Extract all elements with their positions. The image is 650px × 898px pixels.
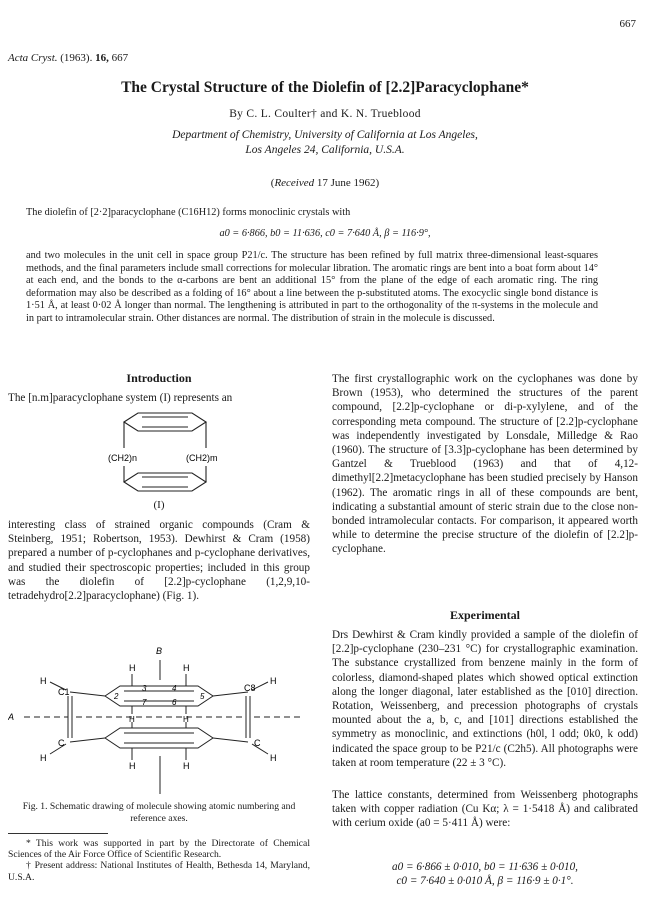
atom-c8-label: C8 (244, 683, 256, 693)
footnote-dagger: † Present address: National Institutes of Health, Bethesda 14, Maryland, U.S.A. (8, 860, 310, 883)
journal-citation (8, 52, 128, 64)
introduction-continuation: interesting class of strained organic compounds (Cram & Steinberg, 1951; Robertson, 1953). Dewhirst & Cram (1958) prepared a number of p-cyclophanes and p-cyclophane derivatives, and studied their spectroscopic properties; included in this group was the diolefin of [2.2]p-cyclophane (1,2,9,10-tetradehydro[2.2]paracyclophane) (Fig. 1). (8, 519, 310, 603)
ring-atom-number: 7 (142, 698, 147, 707)
introduction-lead: The [n.m]paracyclophane system (I) represents an (8, 392, 233, 404)
right-bridge-label: (CH2)m (186, 453, 218, 463)
atom-h-label: H (40, 753, 47, 763)
experimental-paragraph-1: Drs Dewhirst & Cram kindly provided a sample of the diolefin of [2.2]p-cyclophane (230–231 °C) for crystallographic examination. The substance crystallized from benzene mainly in the form of colorless, diamond-shaped plates which showed optical extinction along the longer diagonal, later established as the [010] direction. Rotation, Weissenberg, and precession photographs of crystals mounted about the a, b, c, and [101] directions established the symmetry as monoclinic, and extinctions (h0l, l odd; 0k0, k odd) indicated the space group to be P21/c (C2h5). All photographs were taken at room temperature (22 ± 3 °C). (332, 629, 638, 769)
author-affiliation (0, 128, 650, 158)
lattice-constants (332, 860, 638, 888)
article-title: The Crystal Structure of the Diolefin of [2.2]Paracyclophane* (121, 79, 529, 96)
page-number: 667 (619, 18, 636, 30)
abstract-cell-constants: a0 = 6·866, b0 = 11·636, c0 = 7·640 Å, β = 116·9°, (219, 228, 431, 239)
abstract-body: and two molecules in the unit cell in space group P21/c. The structure has been refined by full matrix three-dimensional least-squares methods, and the final parameters include small corrections for molecular libration. The aromatic rings are bent into a boat form about 14° at each end, and the bonds to the α-carbons are bent an additional 15° from the plane of the edge of each aromatic ring. The ring deformation may also be described as a folding of 16° about a line between the p-substituted atoms. The exocyclic single bond distance is 1·51 Å, at least 0·02 Å longer than normal. The lengthening is attributed in part to the orthogonality of the π-systems in the molecule and in part to intramolecular strain. Other distances are normal. The distribution of strain in the molecule is discussed. (26, 250, 598, 324)
left-bridge-label: (CH2)n (108, 453, 138, 463)
journal-name: Acta Cryst. (8, 52, 58, 64)
paracyclophane-structure-diagram (100, 408, 230, 496)
footnote-star: * This work was supported in part by the Directorate of Chemical Sciences of the Air Force Office of Scientific Research. (8, 838, 310, 861)
lattice-line-1: a0 = 6·866 ± 0·010, b0 = 11·636 ± 0·010, (392, 861, 578, 873)
journal-first-page: 667 (111, 52, 129, 64)
intro-paragraph-right: The first crystallographic work on the cyclophanes was done by Brown (1953), who determined the structures of the parent compound, [2.2]p-cyclophane or di-p-xylylene, and of the corresponding meta compound. The structure of [2.2]p-cyclophane was independently investigated by Lonsdale, Milledge & Rao (1960). The structure of [3.3]p-cyclophane has been determined by Gantzel & Trueblood (1963) and that of 4,12-dimethyl[2.2]metacyclophane has been studied precisely by Hanson (1962). The aromatic rings in all of these compounds are bent, indicating a substantial amount of steric strain due to the close non-bonded intramolecular contacts. For comparison, it appeared worth while to determine the precise structure of the diolefin of [2.2]p-cyclophane. (332, 373, 638, 556)
lattice-line-2: c0 = 7·640 ± 0·010 Å, β = 116·9 ± 0·1°. (396, 875, 574, 888)
axis-b-label: B (156, 646, 163, 656)
atom-h-label: H (40, 676, 47, 686)
affiliation-line-1: Department of Chemistry, University of California at Los Angeles, (172, 129, 478, 141)
atom-h-label: H (129, 663, 136, 673)
atom-h-label: H (129, 715, 135, 724)
ring-atom-number: 3 (142, 684, 147, 693)
footnote-rule (8, 833, 108, 834)
atom-h-label: H (183, 761, 190, 771)
journal-year: (1963). (60, 52, 93, 64)
structure-label: (I) (153, 499, 165, 511)
introduction-heading: Introduction (126, 371, 192, 385)
received-value: 17 June 1962 (316, 177, 376, 189)
experimental-paragraph-2: The lattice constants, determined from Weissenberg photographs taken with copper radiation (Cu Kα; λ = 1·5418 Å) and calibrated with cerium oxide (a0 = 5·411 Å) were: (332, 789, 638, 830)
ring-atom-number: 5 (200, 692, 205, 701)
axis-a-label: A (8, 712, 15, 722)
atom-h-label: H (129, 761, 136, 771)
ring-atom-number: 4 (172, 684, 177, 693)
atom-h-label: H (183, 663, 190, 673)
footnotes (8, 838, 310, 883)
atom-h-label: H (270, 753, 277, 763)
atom-c1-label: C1 (58, 687, 70, 697)
molecule-figure (8, 636, 310, 798)
ring-atom-number: 6 (172, 698, 177, 707)
structure-rings (124, 413, 206, 491)
figure-caption: Fig. 1. Schematic drawing of molecule showing atomic numbering and reference axes. (22, 801, 296, 824)
figure-lines (50, 660, 268, 794)
ring-atom-number: 2 (114, 692, 119, 701)
journal-volume: 16, (95, 52, 109, 64)
received-date: (Received 17 June 1962) (270, 177, 380, 189)
affiliation-line-2: Los Angeles 24, California, U.S.A. (245, 144, 405, 156)
atom-h-label: H (270, 676, 277, 686)
abstract-lead: The diolefin of [2·2]paracyclophane (C16H12) forms monoclinic crystals with (26, 207, 351, 218)
received-label: Received (274, 177, 315, 189)
atom-c-right-label: C (254, 738, 261, 748)
experimental-heading: Experimental (450, 608, 520, 622)
atom-c-left-label: C (58, 738, 65, 748)
atom-h-label: H (183, 715, 189, 724)
article-authors: By C. L. Coulter† and K. N. Trueblood (229, 108, 421, 120)
